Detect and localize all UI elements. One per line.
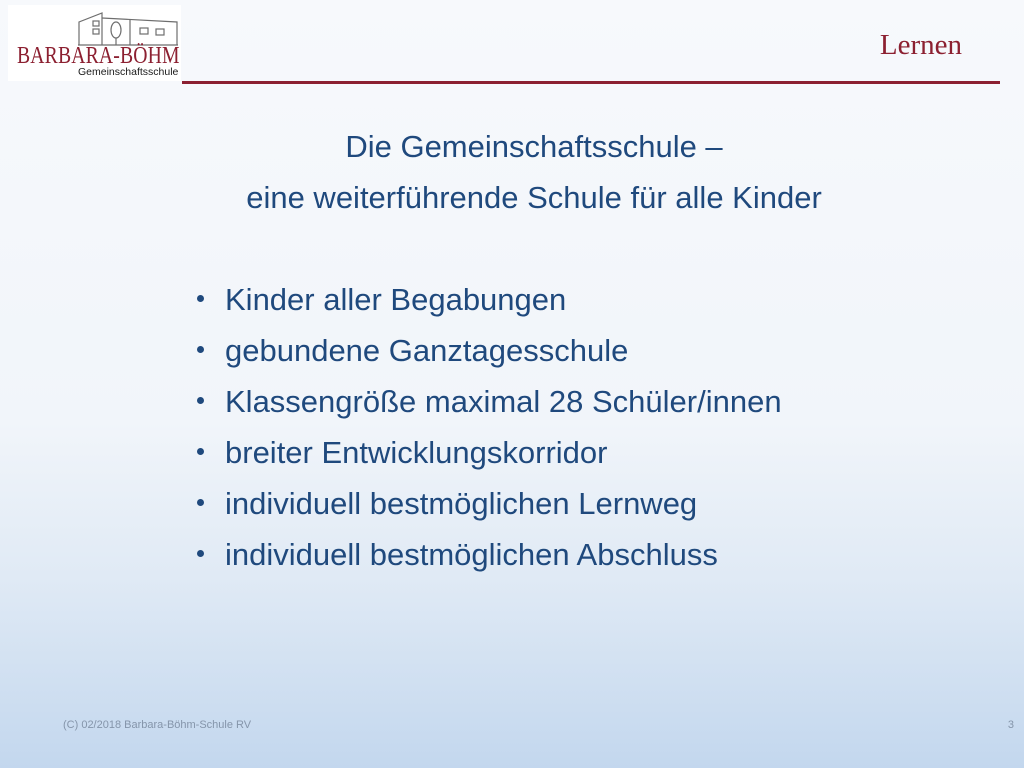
- list-item-text: individuell bestmöglichen Lernweg: [225, 486, 698, 521]
- logo-tagline: Gemeinschaftsschule: [78, 66, 179, 78]
- list-item: [193, 427, 973, 478]
- list-item-text: Kinder aller Begabungen: [225, 282, 567, 317]
- list-item-text: Klassengröße maximal 28 Schüler/innen: [225, 384, 782, 419]
- footer-copyright: (C) 02/2018 Barbara-Böhm-Schule RV: [63, 719, 252, 731]
- bullet-list: [193, 274, 973, 580]
- list-item: [193, 376, 973, 427]
- bullet-icon: [197, 346, 204, 353]
- bullet-icon: [197, 448, 204, 455]
- list-item-text: gebundene Ganztagesschule: [225, 333, 629, 368]
- bullet-icon: [197, 295, 204, 302]
- school-building-icon: [78, 10, 178, 46]
- school-logo: [8, 5, 181, 81]
- list-item-text: individuell bestmöglichen Abschluss: [225, 537, 718, 572]
- slide-heading: [44, 121, 1024, 223]
- page-number: 3: [1007, 719, 1014, 731]
- list-item: [193, 529, 973, 580]
- section-title: Lernen: [879, 29, 962, 61]
- header-divider: [182, 81, 1000, 84]
- list-item-text: breiter Entwicklungskorridor: [225, 435, 608, 470]
- heading-line-1: Die Gemeinschaftsschule –: [345, 129, 723, 164]
- list-item: [193, 274, 973, 325]
- heading-line-2: eine weiterführende Schule für alle Kinder: [246, 180, 822, 215]
- bullet-icon: [197, 499, 204, 506]
- list-item: [193, 325, 973, 376]
- logo-school-name: BARBARA-BÖHM: [17, 43, 180, 69]
- list-item: [193, 478, 973, 529]
- bullet-icon: [197, 550, 204, 557]
- bullet-icon: [197, 397, 204, 404]
